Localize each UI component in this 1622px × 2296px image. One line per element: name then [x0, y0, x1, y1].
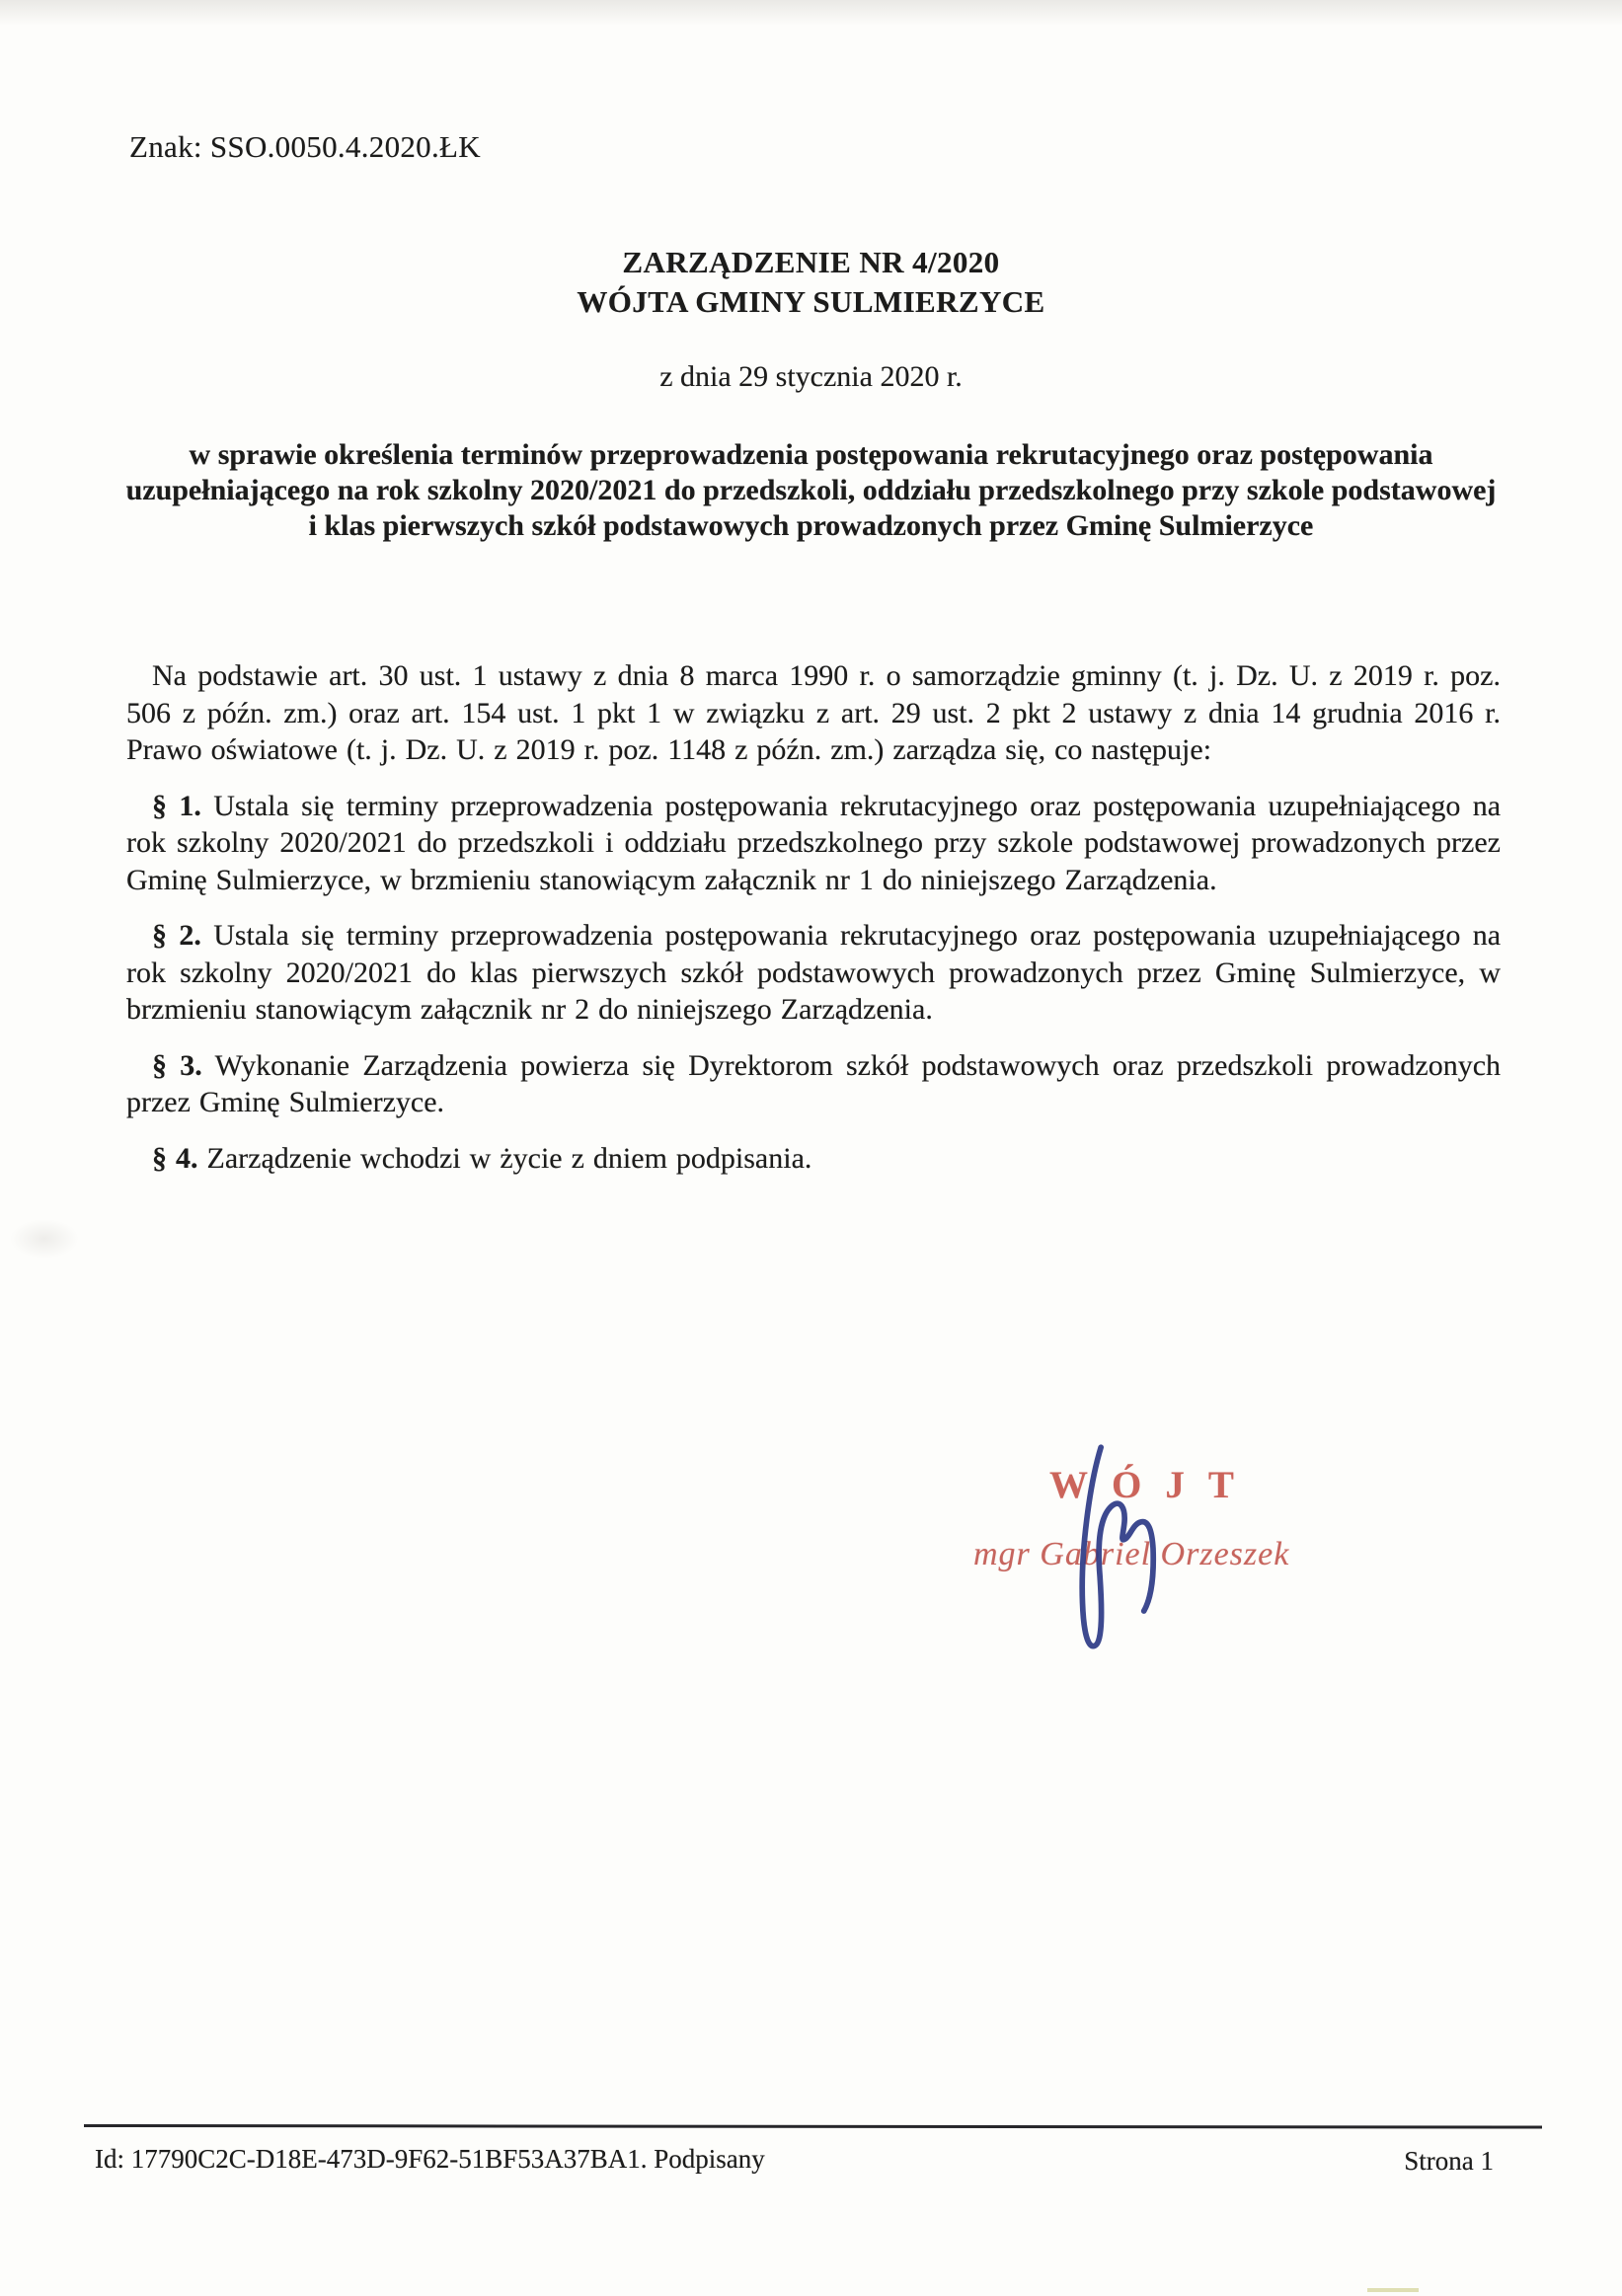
title-line-2: WÓJTA GMINY SULMIERZYCE — [577, 284, 1045, 319]
section-4-number: § 4. — [152, 1141, 198, 1175]
section-paragraph-3 — [126, 1047, 1501, 1121]
section-2-text: Ustala się terminy przeprowadzenia postępowania rekrutacyjnego oraz postępowania uzupełniającego na rok szkolny 2020/2021 do klas pierwszych szkół podstawowych prowadzonych przez Gminę Sulmierzyce, w brzmieniu stanowiącym załącznik nr 2 do niniejszego Zarządzenia. — [126, 919, 1502, 1026]
section-paragraph-4 — [126, 1140, 1501, 1178]
reference-number: Znak: SSO.0050.4.2020.ŁK — [129, 129, 481, 164]
scan-artifact-speck — [1367, 2288, 1419, 2292]
section-paragraph-2 — [126, 917, 1501, 1029]
section-3-text: Wykonanie Zarządzenia powierza się Dyrektorom szkół podstawowych oraz przedszkoli prowadzonych przez Gminę Sulmierzyce. — [126, 1048, 1502, 1118]
section-3-number: § 3. — [152, 1048, 202, 1082]
mayor-stamp-name: mgr Gabriel Orzeszek — [973, 1536, 1290, 1572]
footer-document-id: Id: 17790C2C-D18E-473D-9F62-51BF53A37BA1. Podpisany — [95, 2144, 765, 2174]
document-body — [126, 657, 1501, 1195]
section-paragraph-1 — [126, 788, 1501, 899]
signature-stroke — [1082, 1447, 1153, 1645]
document-subject: w sprawie określenia terminów przeprowadzenia postępowania rekrutacyjnego oraz postępowania uzupełniającego na rok szkolny 2020/2021 do przedszkoli, oddziału przedszkolnego przy szkole podstawowej i klas pierwszych szkół podstawowych prowadzonych przez Gminę Sulmierzyce — [125, 438, 1497, 542]
mayor-stamp-title: WÓJT — [1049, 1464, 1258, 1506]
handwritten-signature-ink — [1056, 1441, 1193, 1666]
legal-basis-paragraph: Na podstawie art. 30 ust. 1 ustawy z dnia 8 marca 1990 r. o samorządzie gminny (t. j. Dz. U. z 2019 r. poz. 506 z późn. zm.) oraz art. 154 ust. 1 pkt 1 w związku z art. 29 ust. 2 pkt 2 ustawy z dnia 14 grudnia 2016 r. Prawo oświatowe (t. j. Dz. U. z 2019 r. poz. 1148 z późn. zm.) zarządza się, co następuje: — [126, 659, 1501, 766]
footer-page-number: Strona 1 — [1404, 2146, 1494, 2176]
section-2-number: § 2. — [152, 919, 201, 952]
section-4-text: Zarządzenie wchodzi w życie z dniem podpisania. — [206, 1141, 812, 1175]
document-date: z dnia 29 stycznia 2020 r. — [659, 360, 963, 393]
footer-divider — [84, 2124, 1542, 2129]
section-1-number: § 1. — [152, 789, 201, 822]
document-title — [0, 243, 1622, 322]
title-line-1: ZARZĄDZENIE NR 4/2020 — [622, 245, 1000, 279]
scan-artifact-top — [0, 0, 1622, 26]
section-1-text: Ustala się terminy przeprowadzenia postępowania rekrutacyjnego oraz postępowania uzupełniającego na rok szkolny 2020/2021 do przedszkoli i oddziału przedszkolnego przy szkole podstawowej prowadzonych przez Gminę Sulmierzyce, w brzmieniu stanowiącym załącznik nr 1 do niniejszego Zarządzenia. — [126, 789, 1502, 896]
scan-artifact-smudge — [10, 1219, 79, 1259]
